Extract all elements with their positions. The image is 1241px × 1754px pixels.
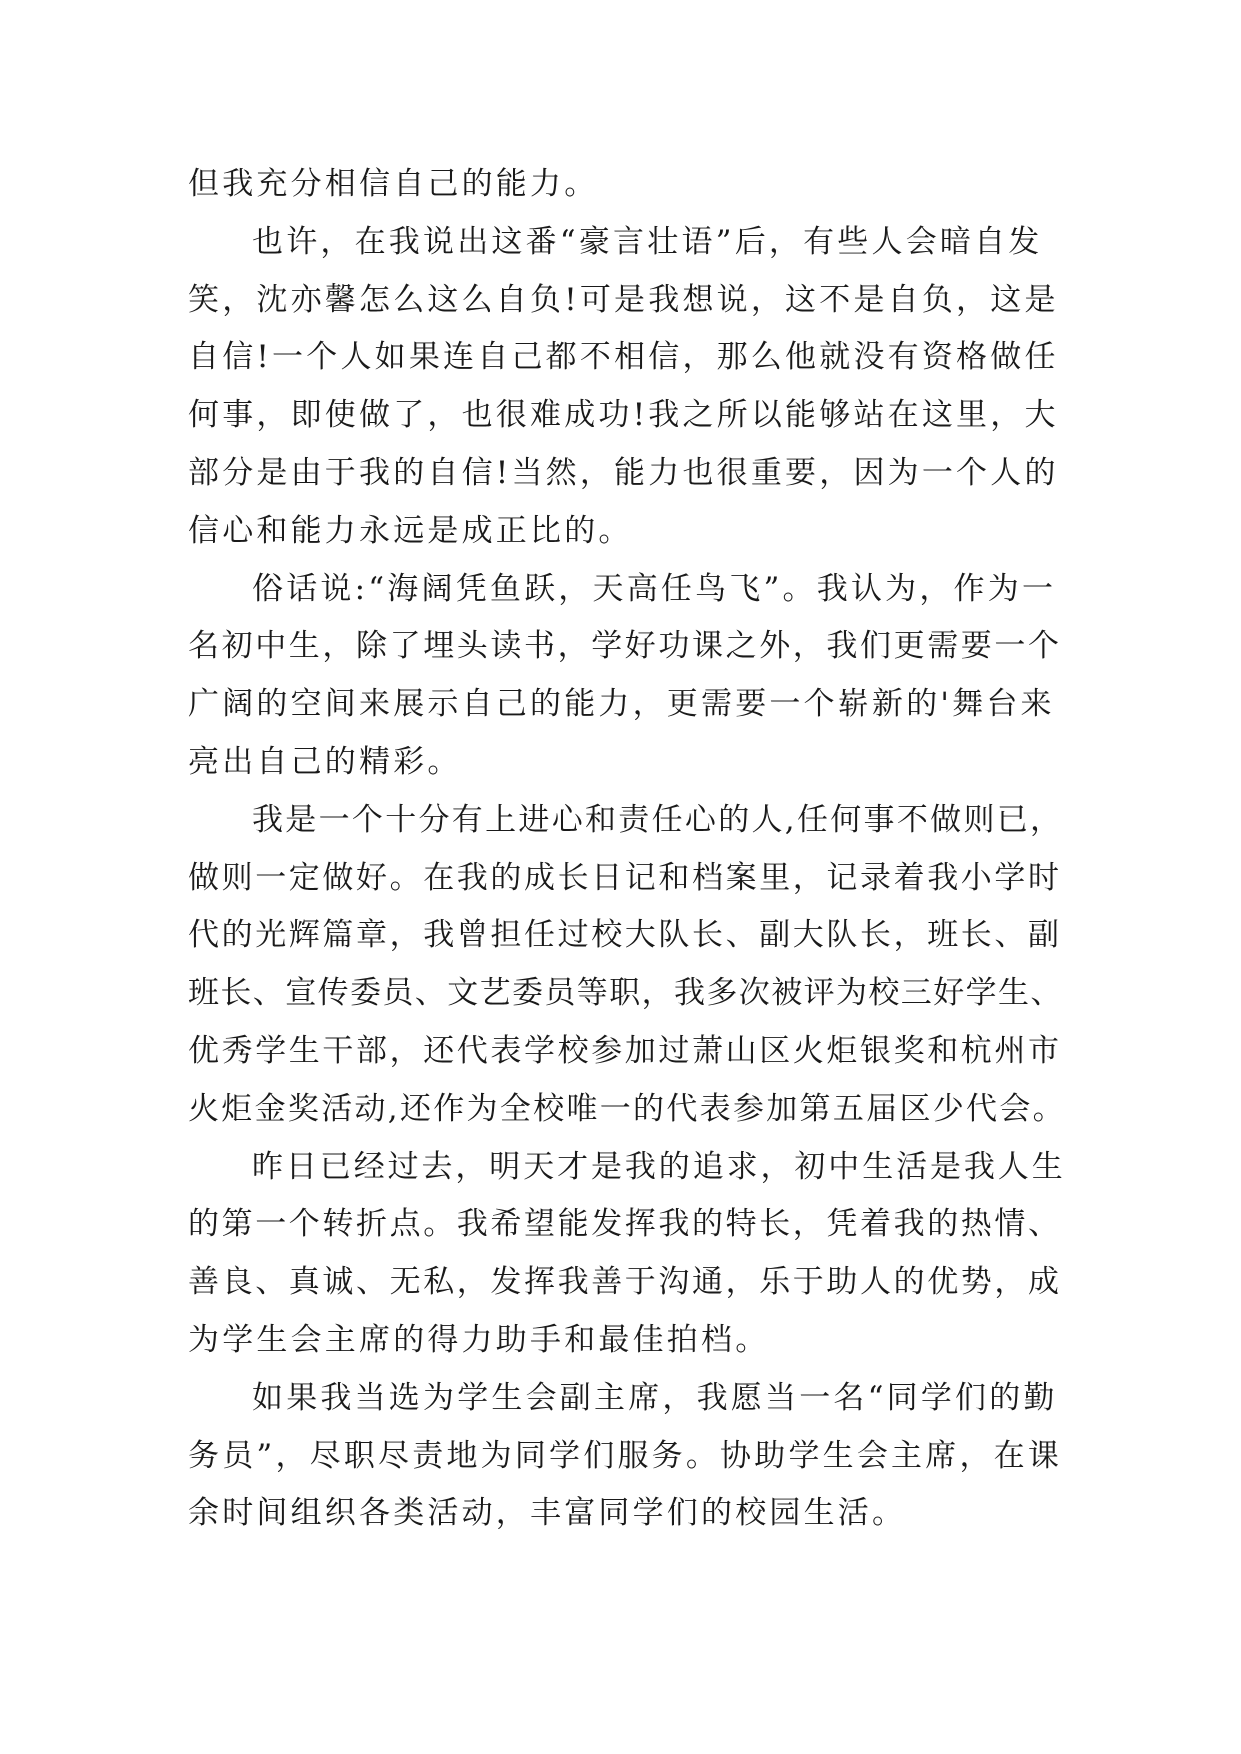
text-line: 为学生会主席的得力助手和最佳拍档。 xyxy=(188,1321,770,1358)
text-line: 善良、真诚、无私，发挥我善于沟通，乐于助人的优势，成 xyxy=(188,1264,1062,1301)
text-line: 俗话说:“海阔凭鱼跃，天高任鸟飞”。我认为，作为一 xyxy=(252,570,1057,607)
text-line: 余时间组织各类活动，丰富同学们的校园生活。 xyxy=(188,1495,907,1532)
text-line: 火炬金奖活动,还作为全校唯一的代表参加第五届区少代会。 xyxy=(188,1090,1066,1127)
text-line: 我是一个十分有上进心和责任心的人,任何事不做则已， xyxy=(252,801,1064,838)
text-line: 但我充分相信自己的能力。 xyxy=(188,166,599,202)
text-line: 部分是由于我的自信!当然，能力也很重要，因为一个人的 xyxy=(188,454,1059,491)
text-line: 信心和能力永远是成正比的。 xyxy=(188,512,633,549)
text-line: 也许，在我说出这番“豪言壮语”后，有些人会暗自发 xyxy=(252,223,1043,260)
text-line: 自信!一个人如果连自己都不相信，那么他就没有资格做任 xyxy=(188,339,1059,376)
document-body xyxy=(188,156,1068,1543)
text-line: 务员”，尽职尽责地为同学们服务。协助学生会主席，在课 xyxy=(188,1437,1063,1474)
text-line: 班长、宣传委员、文艺委员等职，我多次被评为校三好学生、 xyxy=(188,975,1063,1012)
text-line: 昨日已经过去，明天才是我的追求，初中生活是我人生 xyxy=(252,1148,1066,1185)
text-line: 笑，沈亦馨怎么这么自负!可是我想说，这不是自负，这是 xyxy=(188,281,1059,318)
text-line: 代的光辉篇章，我曾担任过校大队长、副大队长，班长、副 xyxy=(188,917,1062,954)
text-line: 名初中生，除了埋头读书，学好功课之外，我们更需要一个 xyxy=(188,628,1062,665)
text-line: 何事，即使做了，也很难成功!我之所以能够站在这里，大 xyxy=(188,397,1059,434)
text-line: 亮出自己的精彩。 xyxy=(188,743,462,780)
text-line: 如果我当选为学生会副主席，我愿当一名“同学们的勤 xyxy=(252,1379,1058,1416)
text-line: 做则一定做好。在我的成长日记和档案里，记录着我小学时 xyxy=(188,859,1062,896)
text-line: 广阔的空间来展示自己的能力，更需要一个崭新的'舞台来 xyxy=(188,686,1055,723)
text-line: 的第一个转折点。我希望能发挥我的特长，凭着我的热情、 xyxy=(188,1206,1062,1243)
text-line: 优秀学生干部，还代表学校参加过萧山区火炬银奖和杭州市 xyxy=(188,1032,1062,1069)
